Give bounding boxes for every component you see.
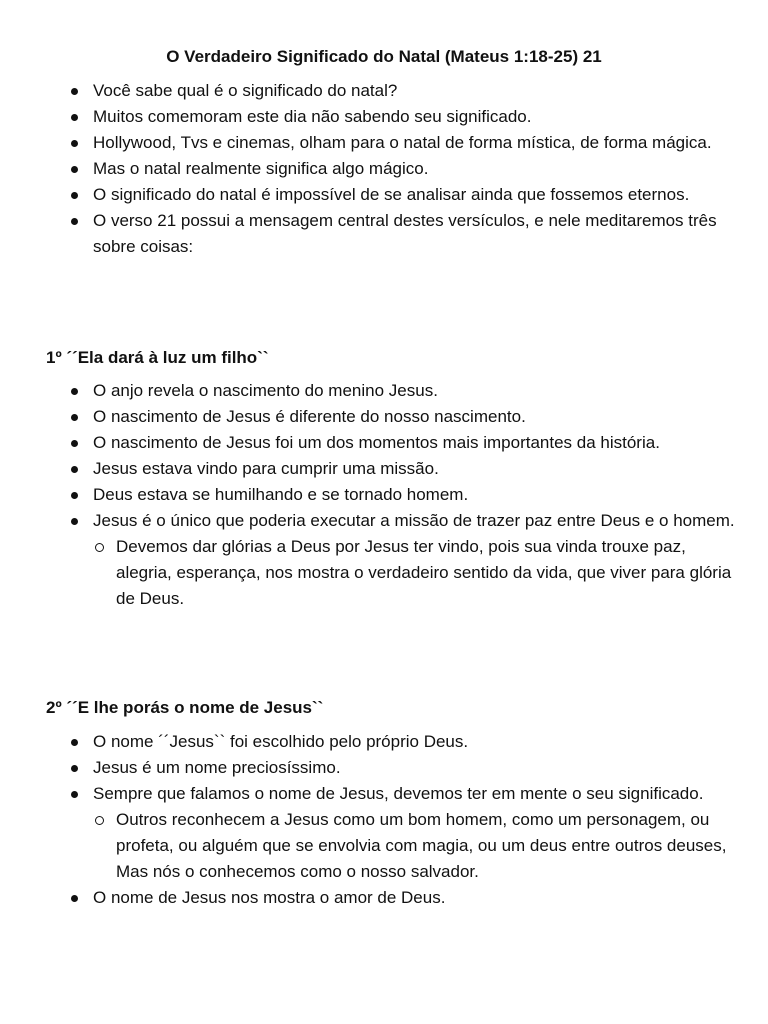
list-item [46, 156, 736, 182]
list-item [46, 78, 736, 104]
list-item-text: O nascimento de Jesus foi um dos momentos mais importantes da história. [93, 433, 660, 452]
list-item-text: Hollywood, Tvs e cinemas, olham para o natal de forma mística, de forma mágica. [93, 133, 712, 152]
list-item-text: Deus estava se humilhando e se tornado homem. [93, 485, 469, 504]
section-2-list [46, 729, 736, 807]
bullet-icon [71, 765, 78, 772]
list-item-text: O nome de Jesus nos mostra o amor de Deus. [93, 888, 446, 907]
list-item-text: O anjo revela o nascimento do menino Jesus. [93, 381, 438, 400]
bullet-icon [71, 88, 78, 95]
list-item-text: Jesus estava vindo para cumprir uma missão. [93, 459, 439, 478]
bullet-icon [71, 388, 78, 395]
page-title: O Verdadeiro Significado do Natal (Mateus 1:18-25) 21 [166, 47, 602, 66]
list-item [46, 885, 736, 911]
list-item [46, 378, 736, 404]
bullet-icon [71, 518, 78, 525]
list-item [46, 456, 736, 482]
section-1-sublist [46, 534, 736, 612]
list-item-text: O significado do natal é impossível de se analisar ainda que fossemos eternos. [93, 185, 690, 204]
list-item [46, 104, 736, 130]
bullet-icon [71, 218, 78, 225]
list-item [46, 729, 736, 755]
bullet-icon [71, 114, 78, 121]
section-2-sublist [46, 807, 736, 885]
bullet-icon [71, 140, 78, 147]
list-item [46, 404, 736, 430]
list-item-text: Jesus é um nome preciosíssimo. [93, 758, 341, 777]
bullet-icon [71, 192, 78, 199]
list-item-text: Muitos comemoram este dia não sabendo seu significado. [93, 107, 532, 126]
bullet-icon [71, 166, 78, 173]
list-item-text: Sempre que falamos o nome de Jesus, devemos ter em mente o seu significado. [93, 784, 704, 803]
bullet-icon [71, 440, 78, 447]
bullet-icon [71, 895, 78, 902]
section-1 [46, 345, 736, 371]
list-item-text: Você sabe qual é o significado do natal? [93, 81, 398, 100]
list-item [46, 482, 736, 508]
list-item [46, 755, 736, 781]
sub-list-item [46, 807, 736, 885]
circle-bullet-icon [95, 543, 104, 552]
list-item [46, 781, 736, 807]
list-item-text: Mas o natal realmente significa algo mágico. [93, 159, 429, 178]
section-1-list [46, 378, 736, 534]
circle-bullet-icon [95, 816, 104, 825]
intro-list [46, 78, 736, 260]
section-1-body [46, 378, 736, 612]
bullet-icon [71, 492, 78, 499]
list-item-text: Jesus é o único que poderia executar a missão de trazer paz entre Deus e o homem. [93, 511, 735, 530]
bullet-icon [71, 739, 78, 746]
section-2-list-continued [46, 885, 736, 911]
sub-list-item [46, 534, 736, 612]
list-item [46, 130, 736, 156]
bullet-icon [71, 791, 78, 798]
list-item [46, 508, 736, 534]
section-2-heading: 2º ´´E lhe porás o nome de Jesus`` [46, 698, 324, 717]
bullet-icon [71, 466, 78, 473]
list-item-text: O verso 21 possui a mensagem central destes versículos, e nele meditaremos três sobre coisas: [93, 211, 717, 256]
list-item [46, 182, 736, 208]
section-2-body [46, 729, 736, 911]
list-item [46, 208, 736, 260]
sub-list-item-text: Devemos dar glórias a Deus por Jesus ter vindo, pois sua vinda trouxe paz, alegria, esperança, nos mostra o verdadeiro sentido da vida, que viver para glória de Deus. [116, 537, 732, 608]
intro-section [46, 78, 736, 260]
list-item [46, 430, 736, 456]
list-item-text: O nome ´´Jesus`` foi escolhido pelo próprio Deus. [93, 732, 469, 751]
sub-list-item-text: Outros reconhecem a Jesus como um bom homem, como um personagem, ou profeta, ou alguém que se envolvia com magia, ou um deus entre outros deuses, Mas nós o conhecemos como o nosso salvador. [116, 810, 727, 881]
section-2 [46, 695, 736, 721]
bullet-icon [71, 414, 78, 421]
section-1-heading: 1º ´´Ela dará à luz um filho`` [46, 348, 269, 367]
list-item-text: O nascimento de Jesus é diferente do nosso nascimento. [93, 407, 526, 426]
